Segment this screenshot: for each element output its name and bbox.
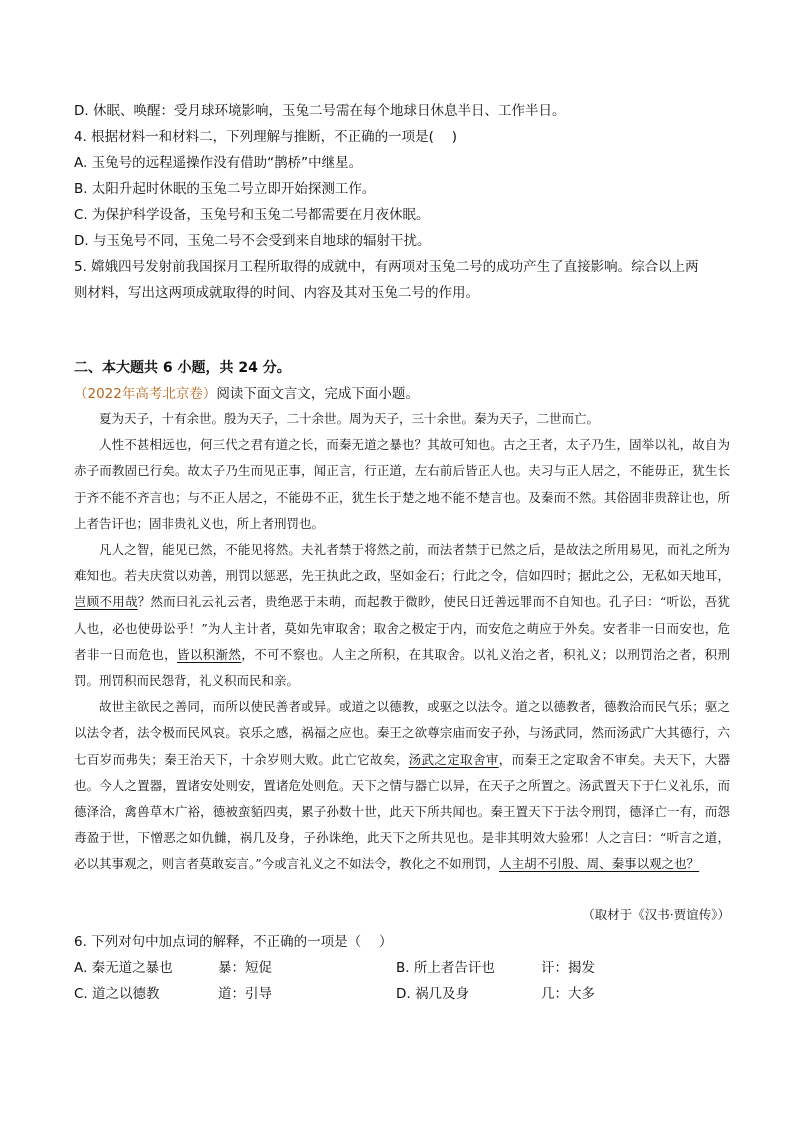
section-heading: 二、本大题共 6 小题，共 24 分。 — [74, 360, 291, 376]
question-4-option-a: A. 玉兔号的远程遥操作没有借助“鹊桥”中继星。 — [74, 155, 363, 171]
question-6-option-c-gloss: 道：引导 — [218, 986, 272, 1002]
question-5-stem-line1: 5. 嫦娥四号发射前我国探月工程所取得的成就中，有两项对玉兔二号的成功产生了直接影响。综合以上两 — [74, 259, 699, 275]
question-6-stem: 6. 下列对句中加点词的解释，不正确的一项是（ ） — [74, 934, 393, 950]
passage-reference: （取材于《汉书·贾谊传》） — [582, 907, 730, 922]
instruction-text: 阅读下面文言文，完成下面小题。 — [216, 386, 419, 402]
passage-paragraph-2 — [74, 432, 730, 537]
question-4-option-b: B. 太阳升起时休眠的玉兔二号立即开始探测工作。 — [74, 181, 376, 197]
underlined-sentence: 皆以积渐然 — [176, 646, 242, 662]
question-4-option-c: C. 为保护科学设备，玉兔号和玉兔二号都需要在月夜休眠。 — [74, 207, 430, 223]
passage-text: 凡人之智，能见已然，不能见将然。夫礼者禁于将然之前，而法者禁于已然之后，是故法之所用易见，而礼之所为难知也。若夫庆赏以劝善，刑罚以惩恶，先王执此之政，坚如金石；行此之令，信如四时；据此之公，无私如天地耳， — [74, 542, 730, 584]
underlined-sentence: 汤武之定取舍审 — [408, 751, 499, 767]
question-6-option-a-gloss: 暴：短促 — [218, 960, 272, 976]
question-6-option-d: D. 祸几及身 — [396, 986, 469, 1002]
passage-paragraph-4 — [74, 694, 730, 877]
passage-text: ？然而曰礼云礼云者，贵绝恶于未萌，而起教于微眇，使民日迁善远罪而不自知也。孔子曰：“听讼，吾犹人也，必也使毋讼乎！”为人主计者，莫如先审取舍；取舍之极定于内，而安危之萌应于外矣。安者非一日而安也，危者非一日而危也， — [74, 594, 730, 662]
classical-passage — [74, 406, 730, 878]
question-6-option-d-gloss: 几：大多 — [541, 986, 595, 1002]
question-6-option-c: C. 道之以德教 — [74, 986, 160, 1002]
section-intro — [74, 384, 419, 404]
option-d-q3: D. 休眠、唤醒：受月球环境影响，玉兔二号需在每个地球日休息半日、工作半日。 — [74, 103, 566, 119]
passage-text: 夏为天子，十有余世。殷为天子，二十余世。周为天子，三十余世。秦为天子，二世而亡。 — [99, 411, 600, 426]
question-5-stem-line2: 则材料，写出这两项成就取得的时间、内容及其对玉兔二号的作用。 — [74, 285, 479, 301]
passage-text: ，而秦王之定取舍不审矣。夫天下，大器也。今人之置器，置诸安处则安，置诸危处则危。天下之情与器亡以异，在天子之所置之。汤武置天下于仁义礼乐，而德泽洽，禽兽草木广裕，德被蛮貊四夷，累子孙数十世，此天下所共闻也。秦王置天下于法令刑罚，德泽亡一有，而怨毒盈于世，下憎恶之如仇雠，祸几及身，子孙诛绝，此天下之所共见也。是非其明效大验邪！人之言曰：“听言之道，必以其事观之，则言者莫敢妄言。”今或言礼义之不如法令，教化之不如刑罚， — [74, 751, 730, 872]
passage-text: 人性不甚相远也，何三代之君有道之长，而秦无道之暴也？其故可知也。古之王者，太子乃生，固举以礼，故自为赤子而教固已行矣。故太子乃生而见正事，闻正言，行正道，左右前后皆正人也。夫习与正人居之，不能毋正，犹生长于齐不能不齐言也；与不正人居之，不能毋不正，犹生长于楚之地不能不楚言也。及秦而不然。其俗固非贵辞让也，所上者告讦也；固非贵礼义也，所上者刑罚也。 — [74, 437, 730, 531]
question-6-option-a: A. 秦无道之暴也 — [74, 960, 173, 976]
underlined-sentence: 岂顾不用哉 — [74, 594, 138, 610]
question-6-option-b-gloss: 讦：揭发 — [541, 960, 595, 976]
passage-paragraph-3 — [74, 537, 730, 694]
underlined-sentence: 人主胡不引殷、周、秦事以观之也？ — [499, 856, 700, 872]
passage-text: ，不可不察也。人主之所积，在其取舍。以礼义治之者，积礼义；以刑罚治之者，积刑罚。刑罚积而民怨背，礼义积而民和亲。 — [74, 646, 730, 689]
passage-paragraph-1 — [74, 406, 730, 432]
source-tag: （2022年高考北京卷） — [74, 386, 217, 402]
passage-text: 故世主欲民之善同，而所以使民善者或异。或道之以德教，或驱之以法令。道之以德教者，德教洽而民气乐；驱之以法令者，法令极而民风哀。哀乐之感，祸福之应也。秦王之欲尊宗庙而安子孙，与汤武同，然而汤武广大其德行，六七百岁而弗失；秦王治天下，十余岁则大败。此亡它故矣， — [74, 699, 730, 767]
question-6-option-b: B. 所上者告讦也 — [396, 960, 495, 976]
question-4-option-d: D. 与玉兔号不同，玉兔二号不会受到来自地球的辐射干扰。 — [74, 233, 431, 249]
question-4-stem: 4. 根据材料一和材料二，下列理解与推断，不正确的一项是( ) — [74, 129, 457, 145]
